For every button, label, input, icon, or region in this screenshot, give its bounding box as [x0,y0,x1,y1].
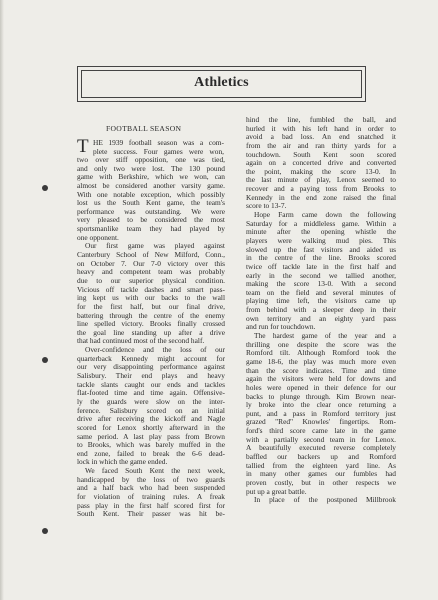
text-line: due to our superior physical condition. [77,275,225,285]
text-line: Canterbury School of New Milford, Conn., [77,250,225,260]
text-line: two over stiff opposition, one was tied, [77,155,225,164]
text-line: handicapped by the loss of two guards [77,474,225,484]
text-line: scored for Lenox shortly afterward in the [77,422,225,432]
section-title: Athletics [194,75,249,90]
text-line: and only two were lost. The 130 pound [77,163,225,173]
text-line: making the score 13-0. With a second [246,279,396,289]
text-line: lost us the South Kent game, the team's [77,198,225,208]
text-line: sportsmanlike team they had played by [77,224,225,234]
text-line: HE 1939 football season was a com- [93,138,224,147]
text-line: The hardest game of the year and a [254,331,396,341]
text-line: Romford tilt. Although Romford took the [246,348,396,358]
scan-edge-shadow [0,0,4,600]
text-line: Vicious off tackle dashes and smart pass- [77,284,225,294]
section-banner [77,66,366,102]
text-line: playing time left, the visitors came up [246,296,396,306]
text-line: score to 13-7. [246,201,287,211]
text-line: hurled it with his left hand in order to [246,123,396,133]
text-line: the goal line standing up after a drive [77,327,225,337]
text-line: ly broke into the clear once returning a [246,400,396,410]
text-line: minute after the opening whistle the [246,227,396,237]
text-line: tackle slants caught our ends and tackles [77,379,225,389]
text-line: heavy and competent team was probably [77,267,225,277]
binder-hole [42,528,48,534]
text-line: recover and a paying toss from Brooks to [246,184,396,194]
text-line: backs to plunge through. Kim Brown near- [246,391,396,401]
text-line: plete success. Four games were won, [93,146,224,156]
text-line: lock in which the game ended. [77,457,168,467]
text-line: In place of the postponed Millbrook [254,495,396,505]
text-line: ford's third score came late in the game [246,426,396,436]
left-column [77,156,225,519]
text-line: twice off tackle late in the first half and [246,261,396,271]
text-line: on October 7. Our 7-0 victory over this [77,258,225,268]
text-line: baffled our backers up and Romford [246,451,396,461]
text-line: South Kent. Their passer was hit be- [77,509,225,519]
text-line: thrilling one despite the score was the [246,339,396,349]
text-line: quarterback Kennedy might account for [77,353,225,363]
text-line: from the air and ran thirty yards for a [246,140,396,150]
text-line: ly the guards were slow on the inter- [77,396,225,406]
text-line: again the visitors were held for downs and [246,374,396,384]
text-line: battering through the centre of the enemy [77,310,225,320]
text-line: ing kept us with our backs to the wall [77,293,225,303]
text-line: one opponent. [77,232,119,242]
text-line: hind the line, fumbled the ball, and [246,115,396,124]
text-line: Our first game was played against [85,241,225,251]
text-line: early in the second we tallied another, [246,270,396,280]
text-line: proven costly, but in other respects we [246,477,396,487]
article-heading: FOOTBALL SEASON [106,124,182,133]
text-line: game with Berkshire, which we won, can [77,172,225,182]
text-line: than the score indicates. Time and time [246,365,396,375]
text-line: line spelled victory. Brooks finally crossed [77,319,225,329]
text-line: end zone, failed to break the 6-6 dead- [77,448,225,458]
text-line: tallied from the eighteen yard line. As [246,460,396,470]
text-line: slowed up the fast visitors and aided us [246,244,396,254]
text-line: game 18-6, the play was much more even [246,356,396,366]
text-line: Kennedy in the end zone raised the final [246,192,396,202]
text-line: Over-confidence and the loss of our [85,345,225,355]
text-line: grazed "Red" Knowles' fingertips. Rom- [246,417,396,427]
drop-cap: T [77,136,89,157]
text-line: put up a great battle. [246,486,307,496]
text-line: same period. A last play pass from Brown [77,431,225,441]
right-column [246,116,396,505]
text-line: that had continued most of the second half. [77,336,205,346]
text-line: punt, and a pass in Romford territory just [246,408,396,418]
text-line: to Brooks, which was barely muffed in the [77,440,225,450]
text-line: team on the field and several minutes of [246,287,396,297]
text-line: almost be considered another varsity game. [77,180,225,190]
text-line: again on a concerted drive and converted [246,158,396,168]
text-line: and run for touchdown. [246,322,316,332]
text-line: our very disappointing performance against [77,362,225,372]
text-line: from behind with a sleeper deep in their [246,305,396,315]
text-line: drive after receiving the kickoff and Nagle [77,414,225,424]
text-line: Salisbury. Their end plays and heavy [77,371,225,381]
text-line: A beautifully executed reverse completely [246,443,396,453]
text-line: in many other games our fumbles had [246,469,396,479]
text-line: players were walking mud pies. This [246,235,396,245]
text-line: and a half back who had been suspended [77,483,225,493]
text-line: With one notable exception, which possibly [77,189,225,199]
text-line: touchdown. South Kent soon scored [246,149,396,159]
text-line: very pleased to be considered the most [77,215,225,225]
text-line: for violation of training rules. A freak [77,491,225,501]
text-line: own territory and an eighty yard pass [246,313,396,323]
text-line: holes were opened in their defence for our [246,382,396,392]
text-line: the point, making the score 13-0. In [246,166,396,176]
text-line: Hope Farm came down the following [254,210,396,220]
text-line: ference. Salisbury scored on an initial [77,405,225,415]
text-line: Saturday for a middleless game. Within a [246,218,396,228]
opening-lines [93,139,224,156]
text-line: flat-footed time and time again. Offensive- [77,388,225,398]
text-line: performance was outstanding. We were [77,206,225,216]
text-line: pass play in the first half scored first for [77,500,225,510]
text-line: We faced South Kent the next week, [85,466,225,476]
text-line: avoid a bad loss. An end snatched it [246,132,396,142]
binder-hole [42,357,48,363]
binder-hole [42,185,48,191]
text-line: for the first half, but our final drive, [77,301,225,311]
text-line: the last minute of play, Lenox seemed to [246,175,396,185]
text-line: with a partially second team in for Lenox. [246,434,396,444]
text-line: in the centre of the line. Brooks scored [246,253,396,263]
